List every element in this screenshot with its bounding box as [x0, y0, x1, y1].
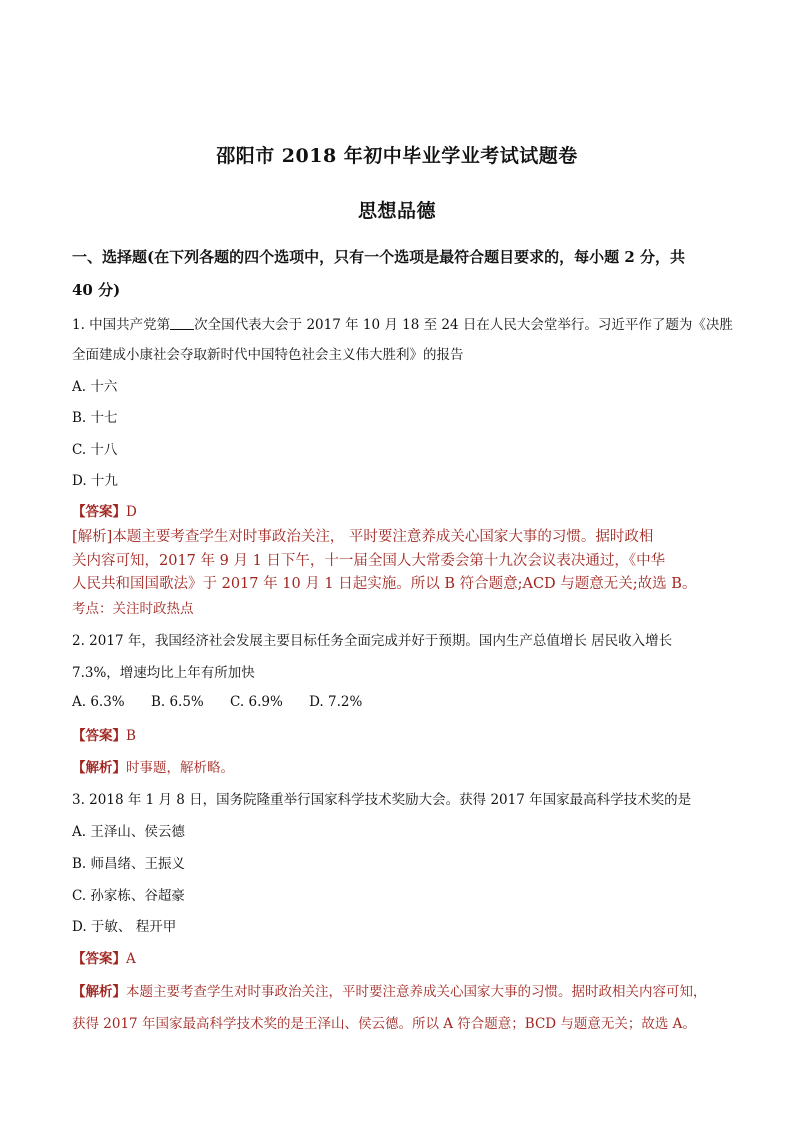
q1-stem-line1: [72, 313, 733, 333]
q3-stem: 3. 2018 年 1 月 8 日，国务院隆重举行国家科学技术奖励大会。获得 2017 年国家最高科学技术奖的是: [72, 792, 692, 808]
q1-option-c: C. 十八: [72, 442, 118, 458]
analysis-label: 【解析】: [72, 760, 126, 776]
answer-label: 【答案】: [72, 504, 126, 520]
q2-option-a: A. 6.3%: [72, 694, 125, 710]
q1-analysis-line3: 人民共和国国歌法》于 2017 年 10 月 1 日起实施。所以 B 符合题意;ACD 与题意无关;故选 B。: [72, 576, 697, 592]
analysis-text: 时事题，解析略。: [126, 760, 234, 776]
q3-analysis-line1: [72, 980, 707, 1000]
q1-option-b: B. 十七: [72, 410, 118, 426]
q1-stem-rest: 次全国代表大会于 2017 年 10 月 18 至 24 日在人民大会堂举行。习近平作了题为《决胜: [194, 317, 733, 333]
q2-option-d: D. 7.2%: [309, 694, 363, 710]
section-heading-line2: 40 分): [72, 281, 121, 299]
analysis-label: 【解析】: [72, 984, 126, 1000]
q3-option-d: D. 于敏、 程开甲: [72, 919, 177, 935]
q2-stem-line2: 7.3%，增速均比上年有所加快: [72, 665, 255, 681]
q1-blank: [170, 317, 194, 330]
analysis-text: 本题主要考查学生对时事政治关注，平时要注意养成关心国家大事的习惯。据时政相关内容可知，: [126, 984, 707, 1000]
q3-option-b: B. 师昌绪、王振义: [72, 856, 186, 872]
q1-analysis-line2: 关内容可知，2017 年 9 月 1 日下午，十一届全国人大常委会第十九次会议表决通过，《中华: [72, 553, 666, 569]
q3-option-a: A. 王泽山、侯云德: [72, 824, 185, 840]
q1-stem-start: 1. 中国共产党第: [72, 317, 171, 333]
answer-value: B: [126, 728, 136, 744]
section-heading-line1: 一、选择题(在下列各题的四个选项中，只有一个选项是最符合题目要求的，每小题 2 分，共: [72, 248, 685, 266]
exam-title: 邵阳市 2018 年初中毕业学业考试试题卷: [216, 145, 578, 167]
answer-value: D: [126, 504, 137, 520]
q1-option-d: D. 十九: [72, 473, 118, 489]
q2-option-b: B. 6.5%: [150, 694, 204, 710]
subject-title: 思想品德: [357, 200, 436, 222]
q3-analysis-line2: 获得 2017 年国家最高科学技术奖的是王泽山、侯云德。所以 A 符合题意；BCD 与题意无关；故选 A。: [72, 1016, 696, 1032]
q1-kaodian: 考点：关注时政热点: [72, 601, 194, 617]
q2-options: [72, 694, 362, 710]
answer-label: 【答案】: [72, 728, 126, 744]
q1-answer: [72, 500, 137, 520]
q3-answer: [72, 947, 136, 967]
q2-analysis: [72, 756, 234, 776]
q3-option-c: C. 孙家栋、谷超豪: [72, 888, 185, 904]
q2-option-c: C. 6.9%: [230, 694, 283, 710]
q2-stem-line1: 2. 2017 年，我国经济社会发展主要目标任务全面完成并好于预期。国内生产总值增长 居民收入增长: [72, 633, 673, 649]
q1-option-a: A. 十六: [72, 379, 118, 395]
q1-analysis-line1: [解析]本题主要考查学生对时事政治关注， 平时要注意养成关心国家大事的习惯。据时政相: [72, 529, 654, 545]
answer-value: A: [126, 951, 136, 967]
q1-stem-line2: 全面建成小康社会夺取新时代中国特色社会主义伟大胜利》的报告: [72, 347, 464, 363]
answer-label: 【答案】: [72, 951, 126, 967]
q2-answer: [72, 724, 136, 744]
